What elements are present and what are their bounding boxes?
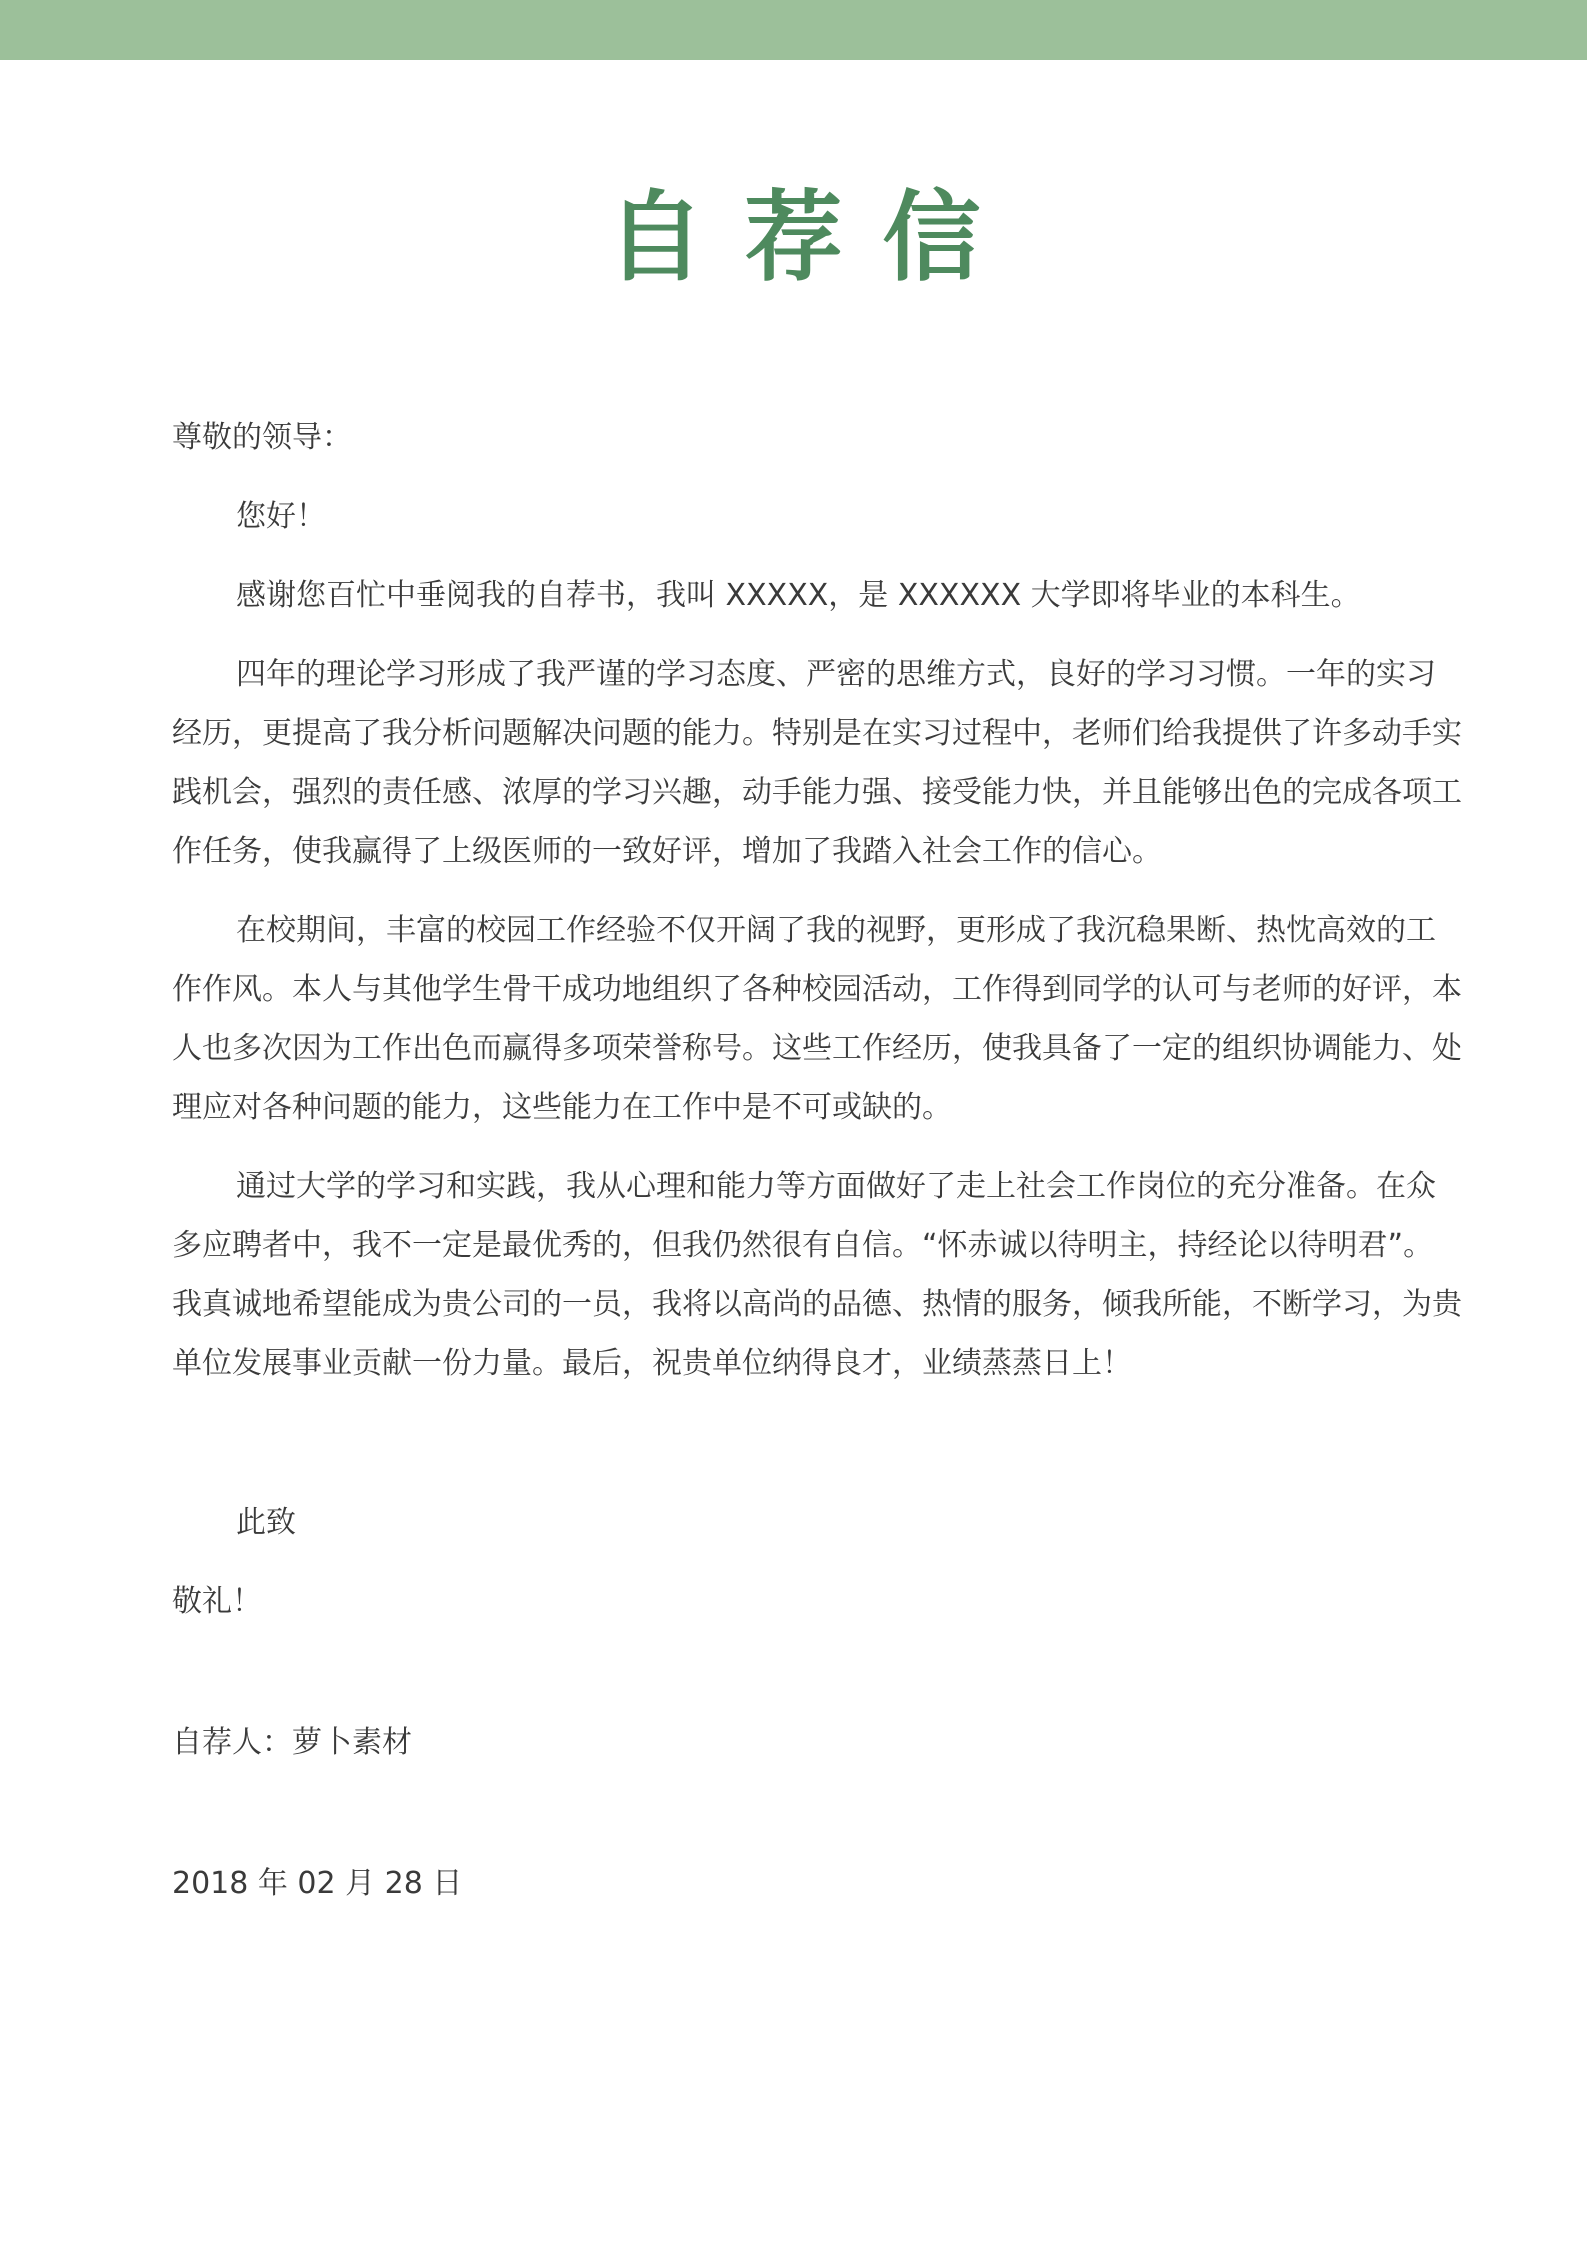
paragraph-text: 感谢您百忙中垂阅我的自荐书，我叫 XXXXX，是 XXXXXX 大学即将毕业的本科生。 xyxy=(236,578,1361,613)
paragraph-text: 在校期间，丰富的校园工作经验不仅开阔了我的视野，更形成了我沉稳果断、热忱高效的工作作风。本人与其他学生骨干成功地组织了各种校园活动，工作得到同学的认可与老师的好评，本人也多次因为工作出色而赢得多项荣誉称号。这些工作经历，使我具备了一定的组织协调能力、处理应对各种问题的能力，这些能力在工作中是不可或缺的。 xyxy=(172,913,1462,1125)
paragraph-conclusion xyxy=(172,1157,1462,1393)
paragraph-text: 四年的理论学习形成了我严谨的学习态度、严密的思维方式，良好的学习习惯。一年的实习经历，更提高了我分析问题解决问题的能力。特别是在实习过程中，老师们给我提供了许多动手实践机会，强烈的责任感、浓厚的学习兴趣，动手能力强、接受能力快，并且能够出色的完成各项工作任务，使我赢得了上级医师的一致好评，增加了我踏入社会工作的信心。 xyxy=(172,657,1462,869)
letter-title: 自荐信 xyxy=(606,180,1021,295)
closing-cizhi: 此致 xyxy=(236,1505,296,1540)
letter-body xyxy=(172,408,1462,1913)
paragraph-campus xyxy=(172,901,1462,1137)
closing-jingli: 敬礼！ xyxy=(172,1584,262,1619)
letter-date: 2018 年 02 月 28 日 xyxy=(172,1866,463,1901)
paragraph-text: 通过大学的学习和实践，我从心理和能力等方面做好了走上社会工作岗位的充分准备。在众多应聘者中，我不一定是最优秀的，但我仍然很有自信。“怀赤诚以待明主，持经论以待明君”。我真诚地希望能成为贵公司的一员，我将以高尚的品德、热情的服务，倾我所能，不断学习，为贵单位发展事业贡献一份力量。最后，祝贵单位纳得良才，业绩蒸蒸日上！ xyxy=(172,1169,1462,1381)
paragraph-intro xyxy=(172,566,1462,625)
signer: 自荐人：萝卜素材 xyxy=(172,1725,412,1760)
hello-line: 您好！ xyxy=(236,499,326,534)
paragraph-study xyxy=(172,645,1462,881)
salutation: 尊敬的领导： xyxy=(172,420,352,455)
top-decorative-band xyxy=(0,0,1587,60)
